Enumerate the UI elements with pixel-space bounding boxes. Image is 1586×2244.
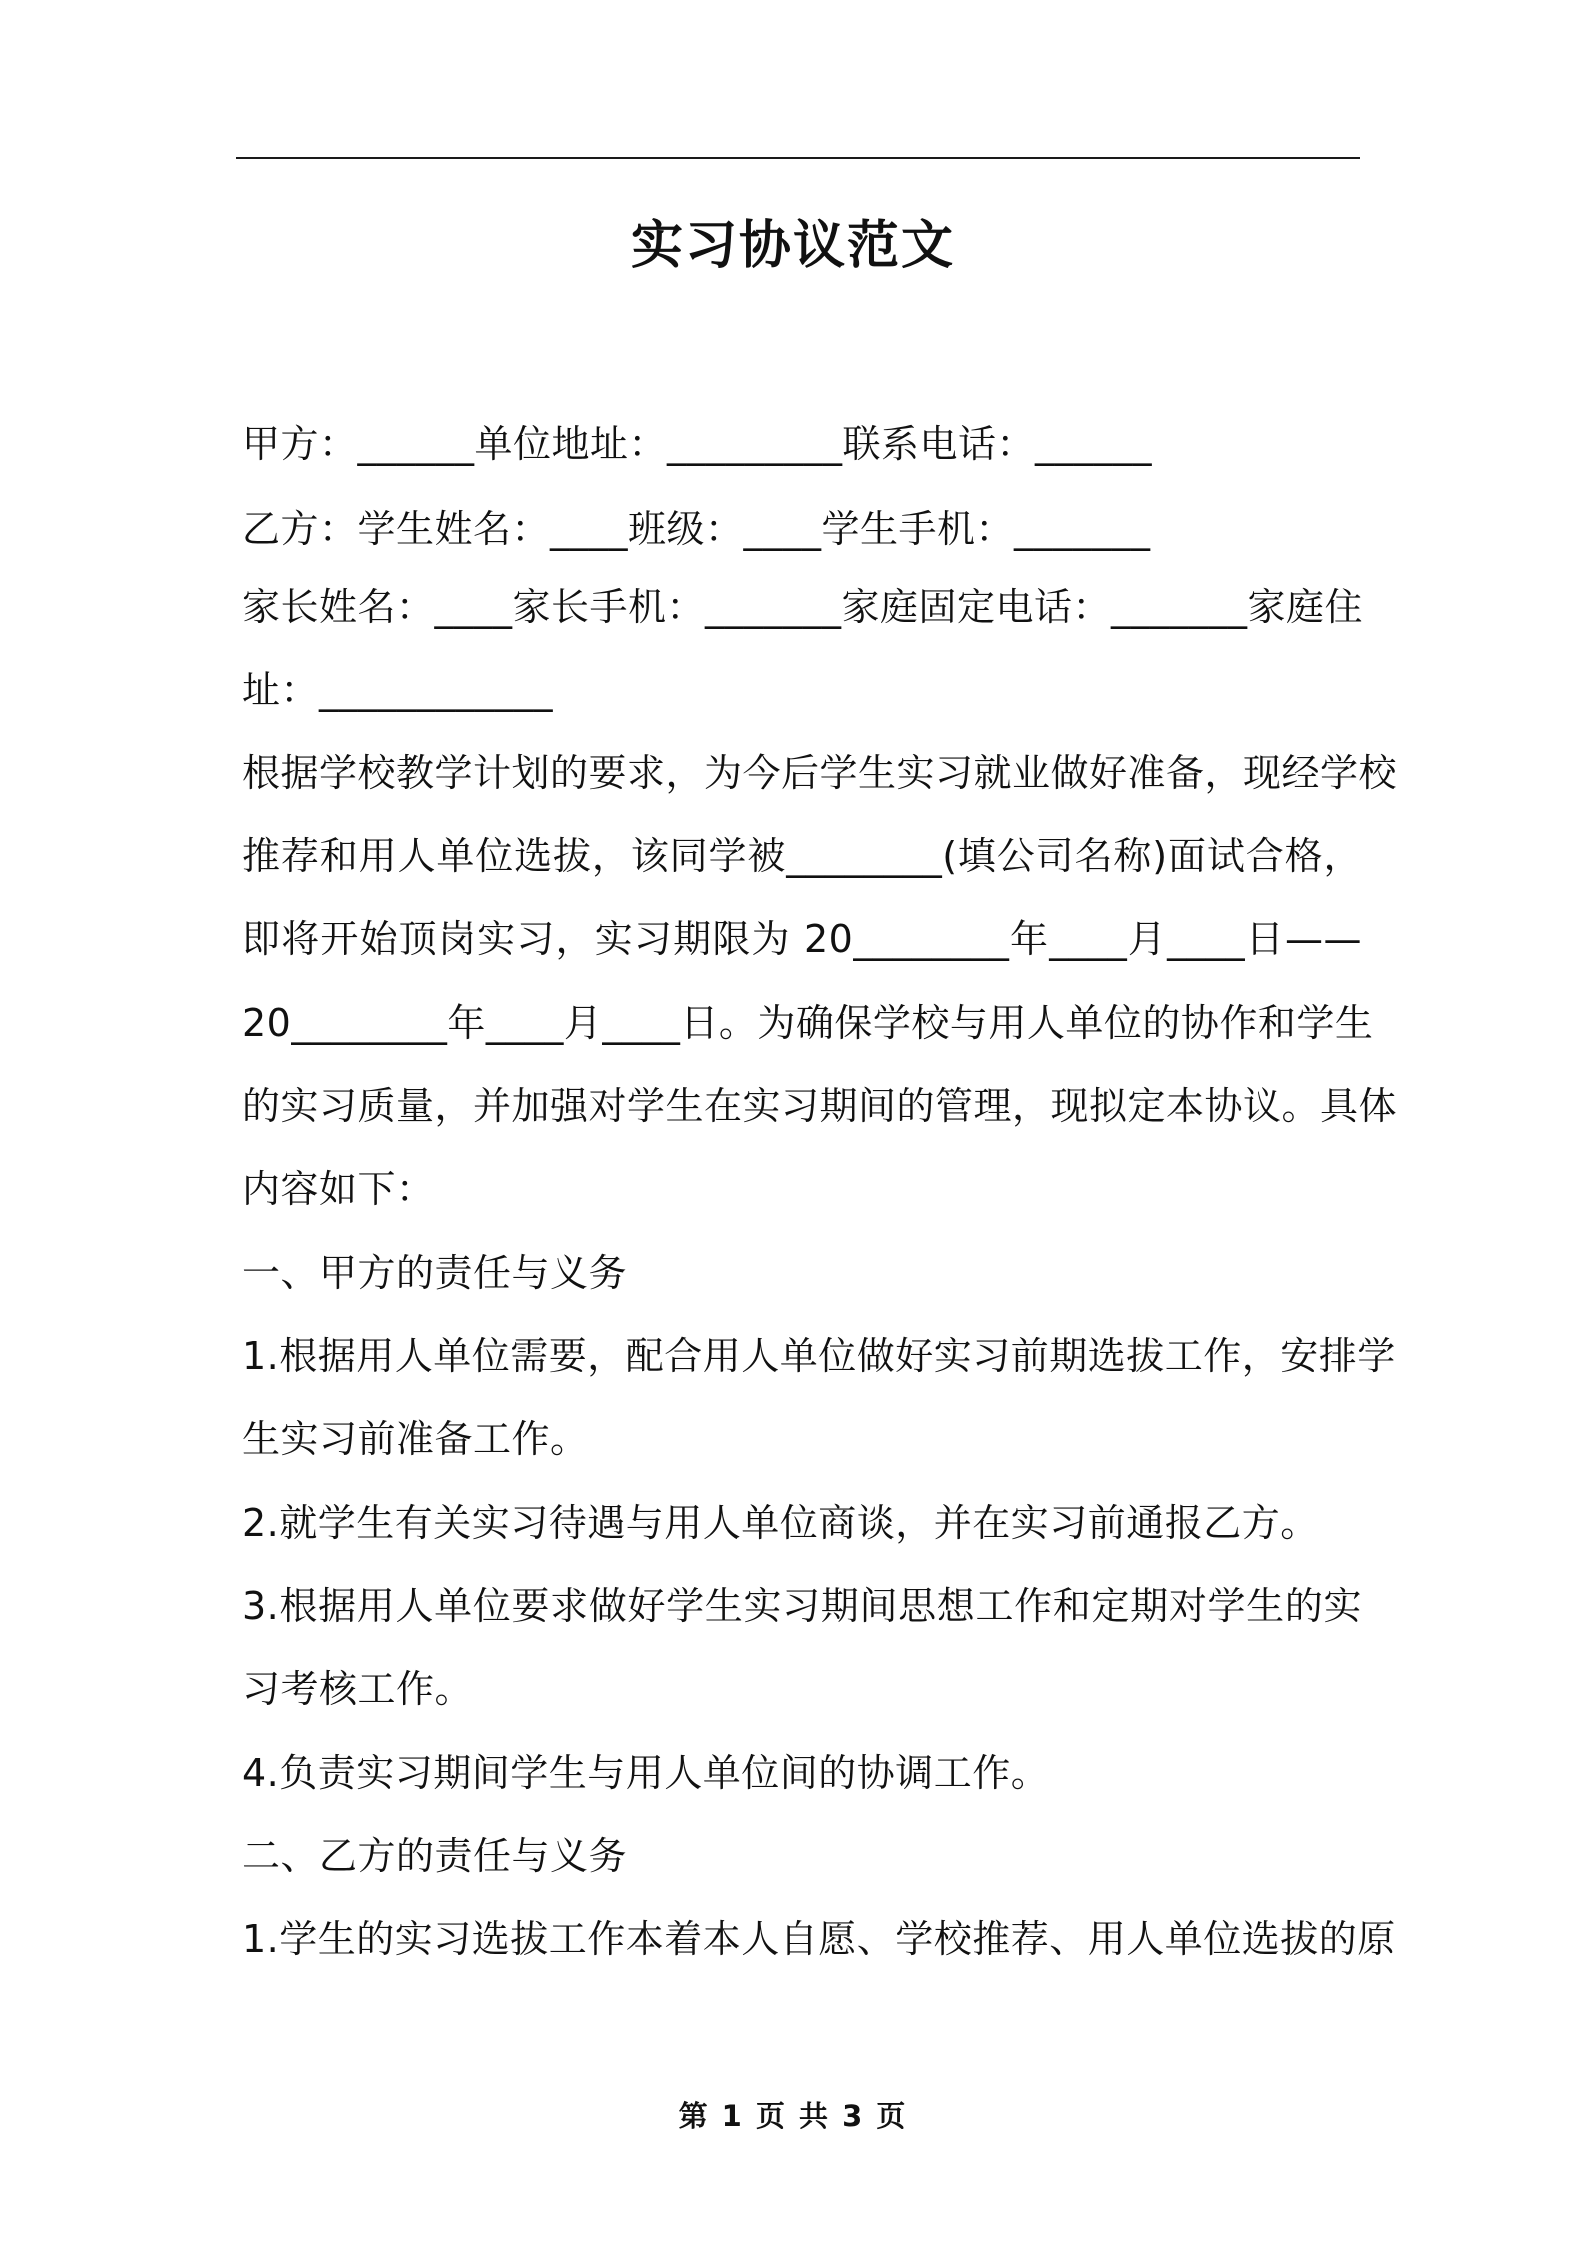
paragraph-line: 根据学校教学计划的要求，为今后学生实习就业做好准备，现经学校	[242, 751, 1398, 795]
party-a-line: 甲方：______单位地址：_________联系电话：______	[242, 422, 1153, 466]
section-heading: 二、乙方的责任与义务	[242, 1834, 628, 1878]
page-indicator: 第 1 页 共 3 页	[678, 2099, 908, 2133]
document-title: 实习协议范文	[630, 216, 955, 276]
clause-line: 生实习前准备工作。	[242, 1417, 589, 1461]
paragraph-line: 推荐和用人单位选拔，该同学被________(填公司名称)面试合格，	[242, 834, 1362, 878]
home-address-line: 址：____________	[242, 668, 554, 712]
clause-line: 3.根据用人单位要求做好学生实习期间思想工作和定期对学生的实	[242, 1584, 1362, 1628]
party-b-line: 乙方：学生姓名：____班级：____学生手机：_______	[242, 507, 1151, 551]
header-divider	[236, 157, 1360, 159]
section-heading: 一、甲方的责任与义务	[242, 1251, 628, 1295]
paragraph-line: 的实习质量，并加强对学生在实习期间的管理，现拟定本协议。具体	[242, 1084, 1398, 1128]
clause-line: 4.负责实习期间学生与用人单位间的协调工作。	[242, 1751, 1050, 1795]
clause-line: 1.根据用人单位需要，配合用人单位做好实习前期选拔工作，安排学	[242, 1334, 1396, 1378]
clause-line: 习考核工作。	[242, 1667, 474, 1711]
clause-line: 1.学生的实习选拔工作本着本人自愿、学校推荐、用人单位选拔的原	[242, 1917, 1396, 1961]
parent-info-line: 家长姓名：____家长手机：_______家庭固定电话：_______家庭住	[242, 585, 1364, 629]
paragraph-line: 内容如下：	[242, 1167, 435, 1211]
paragraph-line: 即将开始顶岗实习，实习期限为 20________年____月____日——	[242, 917, 1362, 961]
clause-line: 2.就学生有关实习待遇与用人单位商谈，并在实习前通报乙方。	[242, 1501, 1319, 1545]
paragraph-line: 20________年____月____日。为确保学校与用人单位的协作和学生	[242, 1001, 1374, 1045]
